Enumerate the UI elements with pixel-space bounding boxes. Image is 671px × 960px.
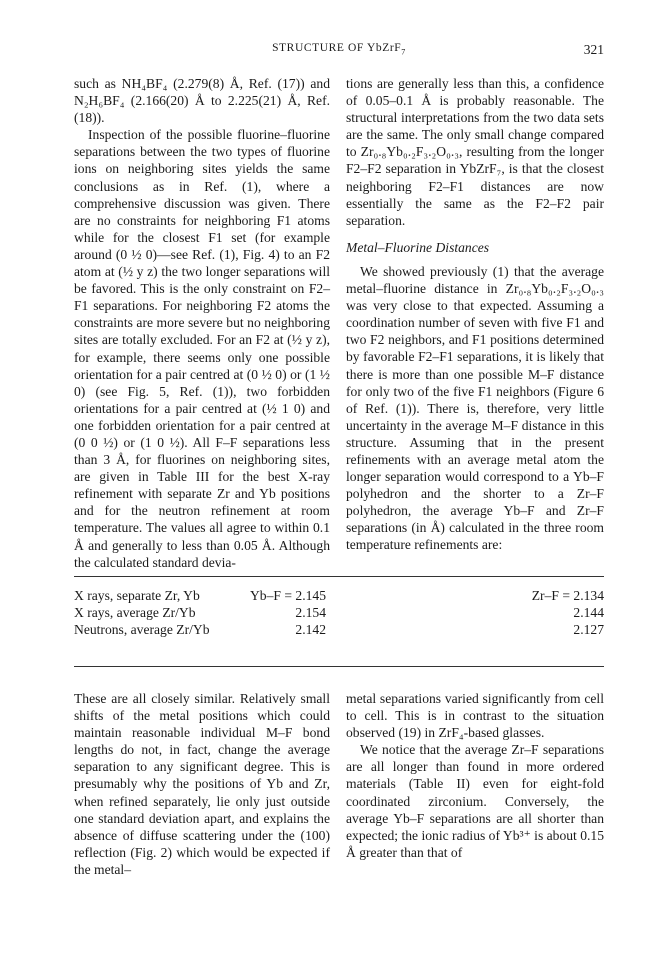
running-head — [74, 42, 604, 57]
table-top-rule — [74, 576, 604, 577]
row-label: X rays, average Zr/Yb — [74, 605, 196, 621]
paragraph: We showed previously (1) that the average metal–fluorine distance in Zr₀.₈Yb₀.₂F₃.₂O₀.₃ was very close to that expected. Assuming a coordination number of seven with five F1 and two F2 neighbors, and F1 positions determined by favorable F2–F1 separations, it is likely that there is more than one possible M–F distance for only two of the five F1 neighbors (Figure 6 of Ref. (1)). There is, therefore, very little uncertainty in the average M–F distance in this structure. Assuming that in the present refinements with an average metal atom the longer separation would correspond to a Yb–F polyhedron and the shorter to a Zr–F polyhedron, the average Yb–F and Zr–F separations (in Å) calculated in the three room temperature refinements are: — [346, 263, 604, 553]
paragraph: such as NH₄BF₄ (2.279(8) Å, Ref. (17)) and N₂H₆BF₄ (2.166(20) Å to 2.225(21) Å, Ref. (18)). — [74, 76, 330, 126]
page-number: 321 — [583, 42, 604, 57]
paragraph: tions are generally less than this, a confidence of 0.05–0.1 Å is probably reasonable. The structural interpretations from the two data sets are the same. The only small change compared to Zr₀.₈Yb₀.₂F₃.₂O₀.₃, resulting from the longer F2–F2 separation in YbZrF₇, is that the closest neighboring F2–F1 distances are now essentially the same as the F2–F2 pair separation. — [346, 76, 604, 228]
table-bottom-rule — [74, 666, 604, 667]
row-label: Neutrons, average Zr/Yb — [74, 622, 210, 638]
paragraph: We notice that the average Zr–F separations are all longer than found in more ordered materials (Table II) even for eight-fold coordinated zirconium. Conversely, the average Yb–F separations are all shorter than expected; the ionic radius of Yb³⁺ is about 0.15 Å greater than that of — [346, 742, 605, 860]
paragraph: Inspection of the possible fluorine–fluorine separations between the two types of fluorine ions on neighboring sites yields the same conclusions as in Ref. (1), where a comprehensive discussion was given. There are no constraints for neighboring F1 atoms while for the closest F1 set (for example around (0 ½ 0)—see Ref. (1), Fig. 4) to an F2 atom at (½ y z) the two longer separations will be favored. This is the only constraint on F2–F1 separations. For neighboring F2 atoms the constraints are more severe but no neighboring sites are totally excluded. For an F2 at (½ y z), for example, there seems only one possible orientation for a pair centred at (0 ½ 0) or (1 ½ 0) (see Fig. 5, Ref. (1)), two forbidden orientations for a pair centred at (½ 1 0) and one forbidden orientation for a pair centred at (0 0 ½) or (1 0 ½). All F–F separations less than 3 Å, for fluorines on neighboring sites, are given in Table III for the best X-ray refinement with separate Zr and Yb positions and for the neutron refinement at room temperature. The values all agree to within 0.1 Å and generally to less than 0.05 Å. Although the calculated standard devia- — [74, 127, 330, 570]
zr-f-value: Zr–F = 2.134 — [531, 588, 604, 603]
running-head-subscript: 7 — [401, 47, 406, 57]
running-head-text: STRUCTURE OF YbZrF — [272, 42, 402, 54]
right-column-bottom — [346, 690, 604, 861]
right-column-top — [346, 75, 604, 554]
distance-table — [74, 587, 604, 639]
left-column-bottom — [74, 690, 330, 878]
table-row — [74, 604, 604, 621]
left-column-top — [74, 75, 330, 571]
table-row — [74, 587, 604, 604]
zr-f-value: 2.127 — [573, 622, 604, 638]
paragraph: metal separations varied significantly from cell to cell. This is in contrast to the situation observed (19) in ZrF₄-based glasses. — [346, 691, 604, 741]
row-label: X rays, separate Zr, Yb — [74, 588, 200, 603]
page-header — [74, 42, 604, 62]
yb-f-value: 2.142 — [295, 622, 326, 638]
table-row — [74, 621, 604, 638]
paragraph: These are all closely similar. Relatively small shifts of the metal positions which could maintain reasonable individual M–F bond lengths do not, in fact, change the average separation to any significant degree. This is presumably why the positions of Yb and Zr, when refined separately, lie only just outside one standard deviation apart, and explains the absence of diffuse scattering under the (100) reflection (Fig. 2) which would be expected if the metal– — [74, 691, 330, 877]
zr-f-value: 2.144 — [573, 605, 604, 621]
section-heading: Metal–Fluorine Distances — [346, 239, 490, 255]
yb-f-value: Yb–F = 2.145 — [249, 588, 326, 603]
yb-f-value: 2.154 — [295, 605, 326, 621]
